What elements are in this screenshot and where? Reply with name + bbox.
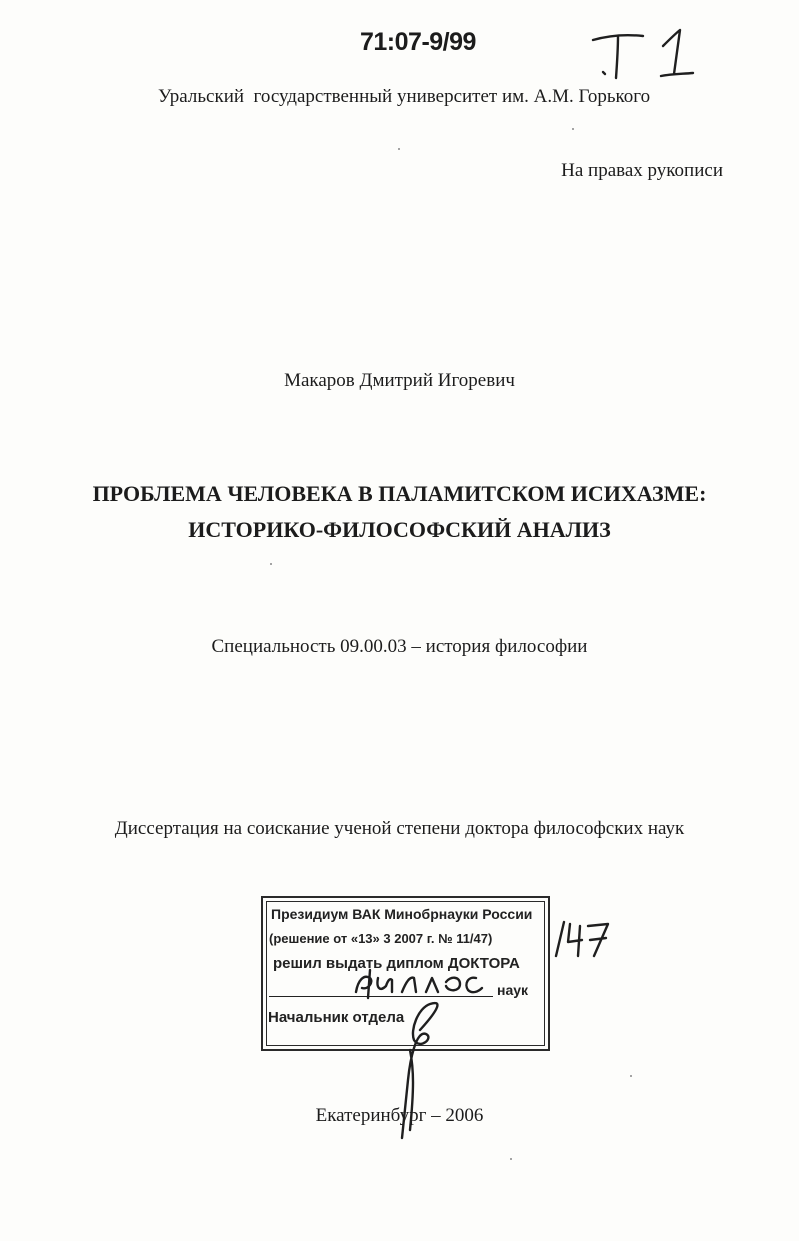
- stamp-presidium-line: Президиум ВАК Минобрнауки России: [271, 906, 533, 922]
- stamp-head-of-department: Начальник отдела: [268, 1009, 405, 1026]
- handwritten-mark: [585, 22, 705, 90]
- scan-speck: [630, 1075, 632, 1077]
- stamp-science-label: наук: [497, 982, 529, 998]
- stamp-diploma-line: решил выдать диплом ДОКТОРА: [273, 955, 520, 972]
- stamp-decision-line: (решение от «13» 3 2007 г. № 11/47): [269, 931, 493, 946]
- handwritten-number: [552, 916, 612, 962]
- title-line-1: ПРОБЛЕМА ЧЕЛОВЕКА В ПАЛАМИТСКОМ ИСИХАЗМЕ:: [92, 481, 707, 506]
- scan-speck: [572, 128, 574, 130]
- author-name: Макаров Дмитрий Игоревич: [284, 370, 515, 391]
- scan-speck: [398, 148, 400, 150]
- rights-notice: На правах рукописи: [561, 160, 723, 181]
- archive-code: 71:07-9/99: [360, 28, 476, 56]
- specialty-line: Специальность 09.00.03 – история философии: [211, 636, 588, 657]
- city-year: Екатеринбург – 2006: [315, 1105, 484, 1126]
- degree-line: Диссертация на соискание ученой степени доктора философских наук: [114, 818, 685, 839]
- scan-speck: [270, 563, 272, 565]
- scan-speck: [510, 1158, 512, 1160]
- title-line-2: ИСТОРИКО-ФИЛОСОФСКИЙ АНАЛИЗ: [188, 517, 611, 542]
- dissertation-title: [0, 476, 799, 548]
- university-name: Уральский государственный университет им. А.М. Горького: [158, 86, 651, 107]
